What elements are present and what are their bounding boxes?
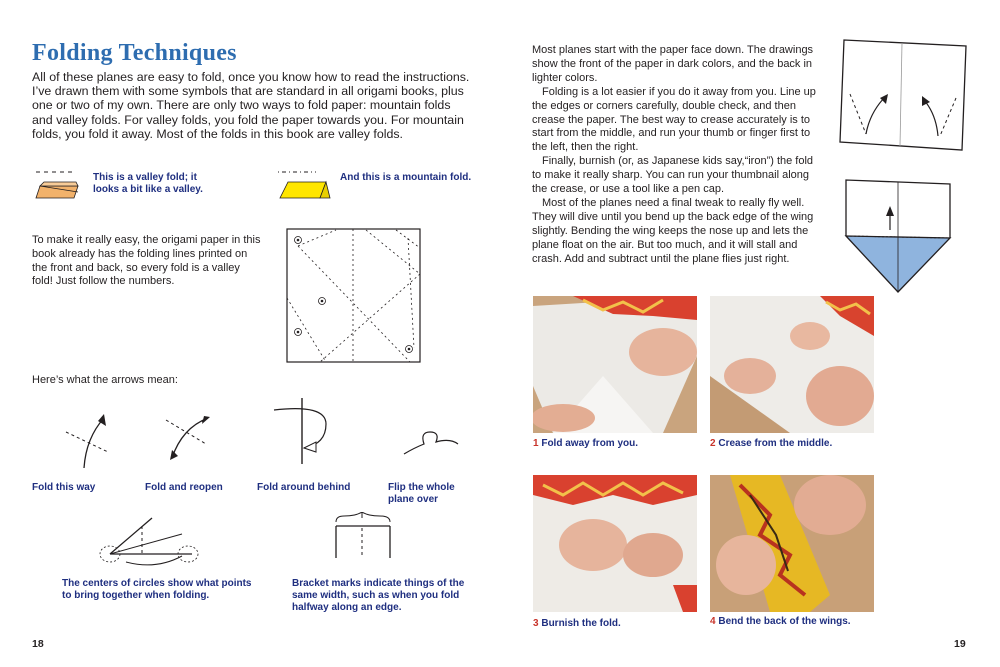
arrow-label-fold-and-reopen: Fold and reopen <box>145 482 223 493</box>
photo-caption-2 <box>710 438 832 449</box>
step-number: 2 <box>710 438 716 449</box>
step-caption: Crease from the middle. <box>718 438 833 449</box>
valley-fold-caption: This is a valley fold; it looks a bit like a valley. <box>93 172 203 195</box>
paragraph-final-tweak: Most of the planes need a final tweak to really fly well. They will dive until you bend up the back edge of the wing slightly. Bending the wing keeps the nose up and lets the plane float on the air. But too much, and it will stall and crash. Add and subtract until the plane flies just right. <box>532 196 814 265</box>
arrow-label-flip-over: Flip the whole plane over <box>388 482 455 505</box>
bracket-marks-diagram <box>328 512 398 562</box>
paper-folded-diagram <box>840 176 960 296</box>
right-page-text <box>532 44 820 267</box>
crease-pattern-diagram <box>286 228 422 364</box>
mountain-fold-caption: And this is a mountain fold. <box>340 172 472 183</box>
step-number: 1 <box>533 438 539 449</box>
photo-step-4 <box>710 475 874 612</box>
page-number-right: 19 <box>954 638 966 650</box>
paper-face-down-diagram <box>838 34 972 154</box>
valley-fold-illustration <box>34 168 84 204</box>
arrow-label-fold-around-behind: Fold around behind <box>257 482 351 493</box>
step-caption: Fold away from you. <box>541 438 639 449</box>
photo-caption-3 <box>533 618 621 629</box>
printed-lines-paragraph: To make it really easy, the origami paper in this book already has the folding lines printed on the front and back, so every fold is a valley fold! Just follow the numbers. <box>32 234 261 288</box>
page-number-left: 18 <box>32 638 44 650</box>
mountain-fold-illustration <box>276 168 332 204</box>
circles-caption: The centers of circles show what points to bring together when folding. <box>62 578 252 601</box>
photo-caption-4 <box>710 616 851 627</box>
step-number: 3 <box>533 618 539 629</box>
fold-around-behind-arrow-icon <box>270 396 330 466</box>
fold-this-way-arrow-icon <box>62 412 114 472</box>
step-caption: Burnish the fold. <box>541 618 621 629</box>
photo-caption-1 <box>533 438 638 449</box>
photo-step-3 <box>533 475 697 612</box>
bracket-caption: Bracket marks indicate things of the same width, such as when you fold halfway along an edge. <box>292 578 465 613</box>
paragraph-face-down: Most planes start with the paper face down. The drawings show the front of the paper in dark colors, and the back in lighter colors. <box>532 44 814 84</box>
intro-paragraph: All of these planes are easy to fold, once you know how to read the instructions. I’ve drawn them with some symbols that are standard in all origami books, plus one or two of my own. There are only two ways to fold paper: mountain folds and valley folds. For valley folds, you fold the paper towards you. For mountain folds, you fold it away. Most of the folds in this book are valley folds. <box>32 70 470 141</box>
photo-step-1 <box>533 296 697 433</box>
page-title: Folding Techniques <box>32 40 237 66</box>
step-caption: Bend the back of the wings. <box>718 616 851 627</box>
fold-and-reopen-arrow-icon <box>164 414 214 464</box>
arrow-label-fold-this-way: Fold this way <box>32 482 96 493</box>
paragraph-burnish: Finally, burnish (or, as Japanese kids say,“iron”) the fold to make it really sharp. You can run your thumbnail along the crease, or use a tool like a pen cap. <box>532 155 814 196</box>
arrows-heading: Here’s what the arrows mean: <box>32 374 178 386</box>
photo-step-2 <box>710 296 874 433</box>
flip-over-arrow-icon <box>400 428 460 458</box>
paragraph-folding-away: Folding is a lot easier if you do it away from you. Line up the edges or corners carefully, double check, and then crease the paper. The best way to crease accurately is to start from the middle, and run your thumb or finger first to the left, then the right. <box>532 85 816 154</box>
step-number: 4 <box>710 616 716 627</box>
circles-diagram <box>96 512 206 572</box>
